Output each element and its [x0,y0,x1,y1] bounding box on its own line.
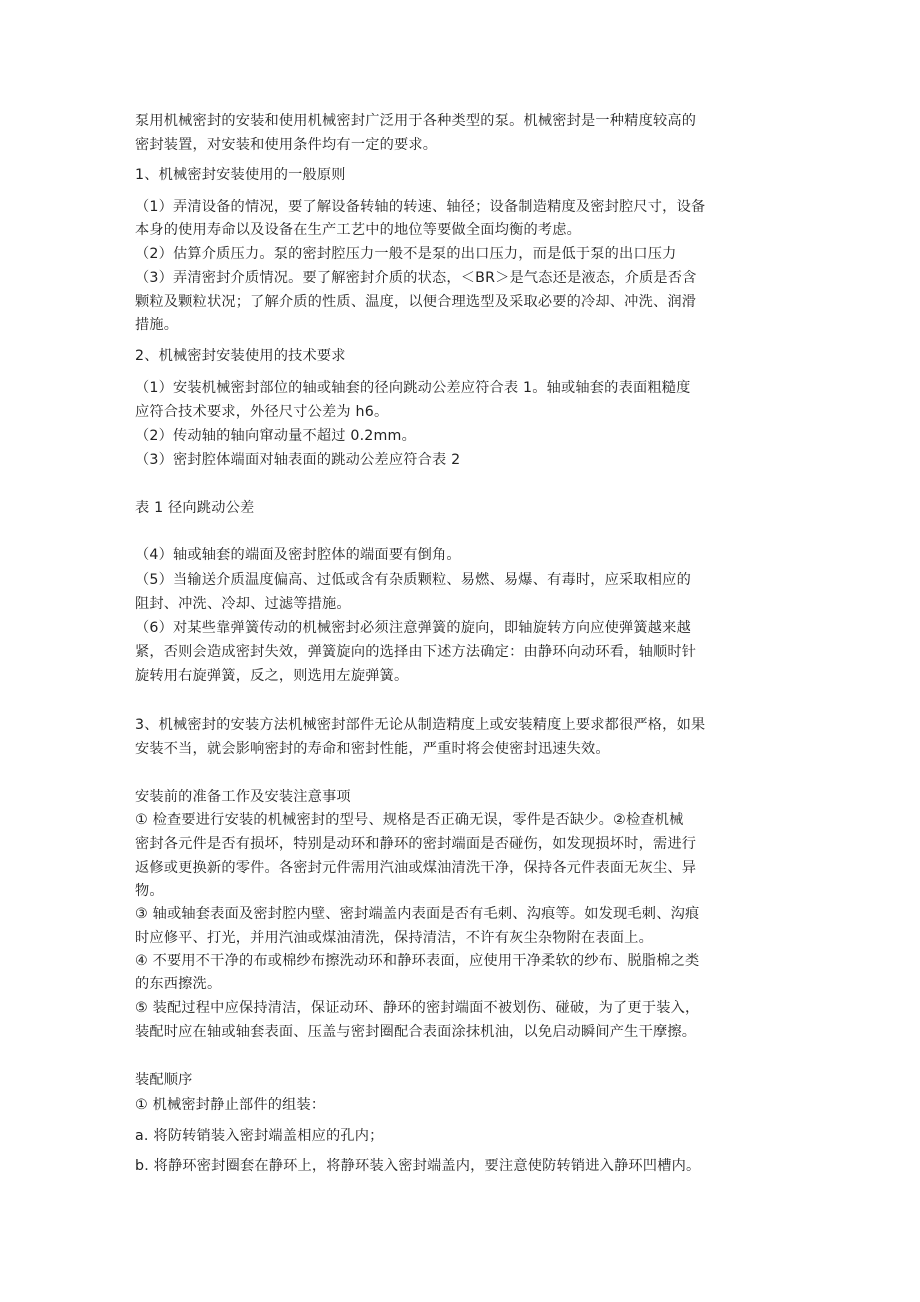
text-line: （1）弄清设备的情况，要了解设备转轴的转速、轴径；设备制造精度及密封腔尺寸，设备 [135,199,706,215]
text-line: （3）弄清密封介质情况。要了解密封介质的状态，＜BR＞是气态还是液态，介质是否含 [135,270,697,286]
text-line: b. 将静环密封圈套在静环上，将静环装入密封端盖内，要注意使防转销进入静环凹槽内。 [135,1158,701,1174]
text-line: 的东西擦洗。 [135,976,222,992]
text-line: a. 将防转销装入密封端盖相应的孔内； [135,1128,384,1144]
text-line: 时应修平、打光，并用汽油或煤油清洗，保持清洁，不许有灰尘杂物附在表面上。 [135,930,653,946]
text-line: 措施。 [135,317,179,333]
text-line: 泵用机械密封的安装和使用机械密封广泛用于各种类型的泵。机械密封是一种精度较高的 [135,113,697,129]
text-line: （5）当输送介质温度偏高、过低或含有杂质颗粒、易燃、易爆、有毒时，应采取相应的 [135,572,691,588]
text-line: （2）估算介质压力。泵的密封腔压力一般不是泵的出口压力，而是低于泵的出口压力 [135,246,677,262]
text-line: 旋转用右旋弹簧，反之，则选用左旋弹簧。 [135,668,409,684]
text-line: 物。 [135,883,164,899]
text-line: 返修或更换新的零件。各密封元件需用汽油或煤油清洗干净，保持各元件表面无灰尘、异 [135,860,697,876]
text-line: ③ 轴或轴套表面及密封腔内壁、密封端盖内表面是否有毛刺、沟痕等。如发现毛刺、沟痕 [135,906,700,922]
text-line: 本身的使用寿命以及设备在生产工艺中的地位等要做全面均衡的考虑。 [135,222,582,238]
text-line: （4）轴或轴套的端面及密封腔体的端面要有倒角。 [135,547,461,563]
section-heading: 1、机械密封安装使用的一般原则 [135,167,346,183]
text-line: 安装不当，就会影响密封的寿命和密封性能，严重时将会使密封迅速失效。 [135,741,610,757]
text-line: 阻封、冲洗、冷却、过滤等措施。 [135,596,351,612]
text-line: ① 检查要进行安装的机械密封的型号、规格是否正确无误，零件是否缺少。②检查机械 [135,812,684,828]
text-line: ⑤ 装配过程中应保持清洁，保证动环、静环的密封端面不被划伤、碰破，为了更于装入， [135,1000,700,1016]
section-heading: 装配顺序 [135,1072,193,1088]
section-heading: 安装前的准备工作及安装注意事项 [135,789,351,805]
text-line: 密封装置，对安装和使用条件均有一定的要求。 [135,137,438,153]
section-heading: 2、机械密封安装使用的技术要求 [135,348,346,364]
text-line: （1）安装机械密封部位的轴或轴套的径向跳动公差应符合表 1。轴或轴套的表面粗糙度 [135,380,691,396]
text-line: 应符合技术要求，外径尺寸公差为 h6。 [135,404,389,420]
text-line: 密封各元件是否有损坏，特别是动环和静环的密封端面是否碰伤，如发现损坏时，需进行 [135,836,697,852]
text-line: ④ 不要用不干净的布或棉纱布擦洗动环和静环表面，应使用干净柔软的纱布、脱脂棉之类 [135,953,700,969]
text-line: （3）密封腔体端面对轴表面的跳动公差应符合表 2 [135,452,461,468]
text-line: ① 机械密封静止部件的组装： [135,1097,326,1113]
text-line: 紧，否则会造成密封失效，弹簧旋向的选择由下述方法确定：由静环向动环看，轴顺时针 [135,644,697,660]
section-heading: 3、机械密封的安装方法机械密封部件无论从制造精度上或安装精度上要求都很严格，如果 [135,717,706,733]
text-line: 颗粒及颗粒状况；了解介质的性质、温度，以便合理选型及采取必要的冷却、冲洗、润滑 [135,294,697,310]
table-caption: 表 1 径向跳动公差 [135,500,255,516]
text-line: （2）传动轴的轴向窜动量不超过 0.2mm。 [135,428,416,444]
text-line: 装配时应在轴或轴套表面、压盖与密封圈配合表面涂抹机油，以免启动瞬间产生干摩擦。 [135,1024,697,1040]
text-line: （6）对某些靠弹簧传动的机械密封必须注意弹簧的旋向，即轴旋转方向应使弹簧越来越 [135,620,691,636]
